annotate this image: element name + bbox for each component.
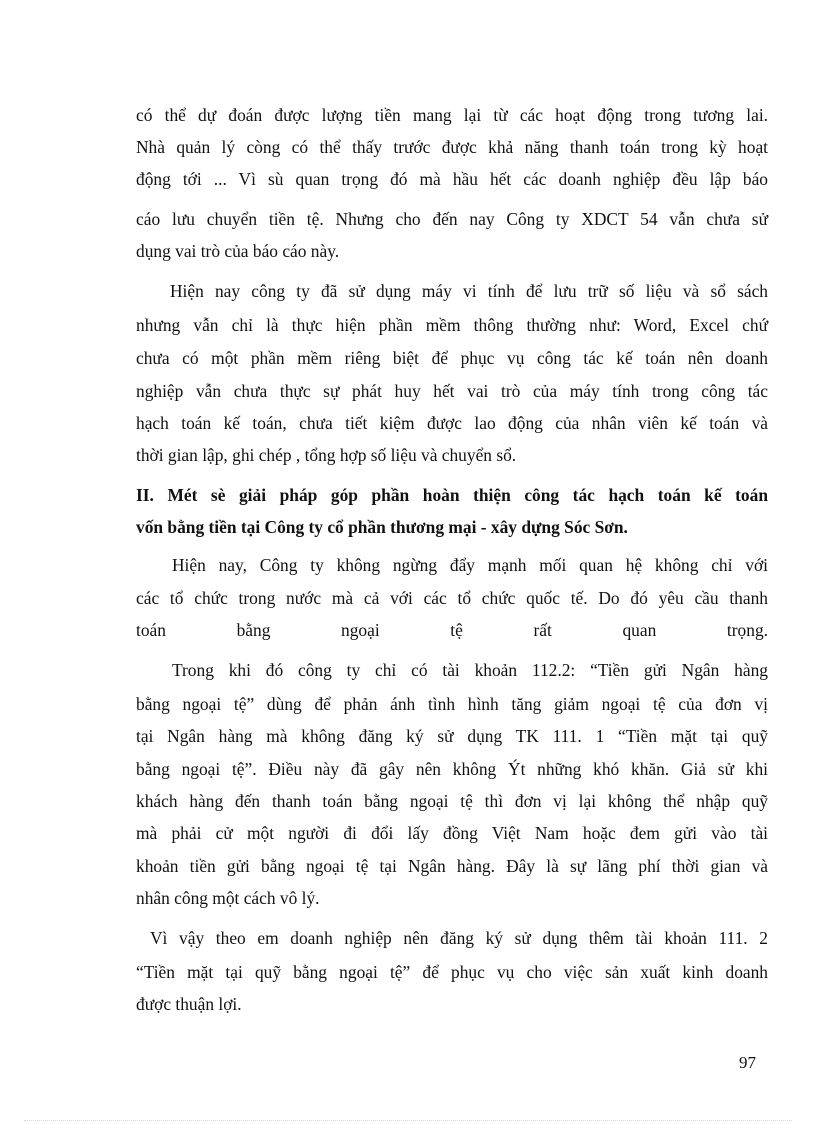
body-text-line: bằng ngoại tệ” dùng để phản ánh tình hình tăng giảm ngoại tệ của đơn vị [136,694,768,714]
body-text-line: nghiệp vẫn chưa thực sự phát huy hết vai trò của máy tính trong công tác [136,381,768,401]
footer-divider [24,1120,792,1121]
body-text-line: Trong khi đó công ty chỉ có tài khoản 112.2: “Tiền gửi Ngân hàng [172,660,768,680]
body-text-line: Hiện nay, Công ty không ngừng đẩy mạnh mối quan hệ không chỉ với [172,555,768,575]
body-text-line: “Tiền mặt tại quỹ bằng ngoại tệ” để phục vụ cho việc sản xuất kinh doanh [136,962,768,982]
section-heading: II. Mét sè giải pháp góp phần hoàn thiện công tác hạch toán kế toán [136,485,768,505]
body-text-line: cáo lưu chuyển tiền tệ. Nhưng cho đến nay Công ty XDCT 54 vẫn chưa sử [136,209,768,229]
body-text-line: thời gian lập, ghi chép , tổng hợp số liệu và chuyển sổ. [136,445,517,465]
body-text-line: tại Ngân hàng mà không đăng ký sử dụng TK 111. 1 “Tiền mặt tại quỹ [136,726,768,746]
body-text-line: toán bằng ngoại tệ rất quan trọng. [136,620,768,640]
body-text-line: Hiện nay công ty đã sử dụng máy vi tính để lưu trữ số liệu và sổ sách [170,281,768,301]
body-text-line: các tổ chức trong nước mà cả với các tổ chức quốc tế. Do đó yêu cầu thanh [136,588,768,608]
body-text-line: chưa có một phần mềm riêng biệt để phục vụ công tác kế toán nên doanh [136,348,768,368]
body-text-line: nhân công một cách vô lý. [136,888,320,908]
body-text-line: có thể dự đoán được lượng tiền mang lại từ các hoạt động trong tương lai. [136,105,768,125]
body-text-line: dụng vai trò của báo cáo này. [136,241,340,261]
body-text-line: bằng ngoại tệ”. Điều này đã gây nên không Ýt những khó khăn. Giả sử khi [136,759,768,779]
body-text-line: động tới ... Vì sù quan trọng đó mà hầu hết các doanh nghiệp đều lập báo [136,169,768,189]
body-text-line: Vì vậy theo em doanh nghiệp nên đăng ký sử dụng thêm tài khoản 111. 2 [150,928,768,948]
body-text-line: mà phải cử một người đi đổi lấy đồng Việt Nam hoặc đem gửi vào tài [136,823,768,843]
section-heading: vốn bằng tiền tại Công ty cổ phần thương mại - xây dựng Sóc Sơn. [136,517,628,537]
body-text-line: hạch toán kế toán, chưa tiết kiệm được lao động của nhân viên kế toán và [136,413,768,433]
body-text-line: được thuận lợi. [136,994,242,1014]
body-text-line: nhưng vẫn chỉ là thực hiện phần mềm thông thường như: Word, Excel chứ [136,315,768,335]
page-number: 97 [739,1053,756,1072]
body-text-line: Nhà quản lý còng có thể thấy trước được khả năng thanh toán trong kỳ hoạt [136,137,768,157]
body-text-line: khoản tiền gửi bằng ngoại tệ tại Ngân hàng. Đây là sự lãng phí thời gian và [136,856,768,876]
body-text-line: khách hàng đến thanh toán bằng ngoại tệ thì đơn vị lại không thể nhập quỹ [136,791,768,811]
